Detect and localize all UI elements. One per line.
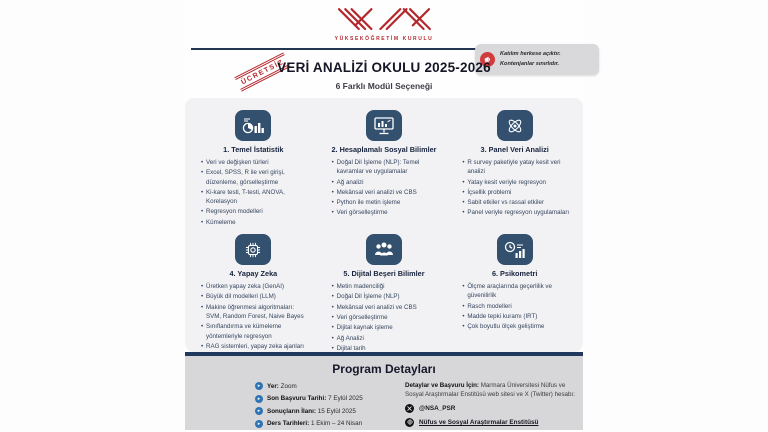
detail-label: Ders Tarihleri: bbox=[267, 420, 310, 427]
module-bullet: • Sabit etkiler vs rassal etkiler bbox=[462, 198, 572, 207]
module-bullet: • Excel, SPSS, R ile veri girişi, düzenleme, görselleştirme bbox=[201, 168, 311, 187]
notice-line-2: Kontenjanlar sınırlıdır. bbox=[500, 60, 560, 67]
ai-chip-icon bbox=[235, 234, 271, 265]
detail-value: 15 Eylül 2025 bbox=[317, 407, 356, 415]
module-card-2 bbox=[322, 106, 447, 230]
arrow-bullet-icon: ▸ bbox=[255, 407, 263, 415]
module-bullet: • Veri görselleştirme bbox=[332, 313, 442, 322]
module-bullet: • RAG sistemleri, yapay zeka ajanları bbox=[201, 342, 311, 351]
module-bullet-list bbox=[455, 158, 574, 218]
module-card-4 bbox=[191, 230, 316, 356]
contact-lead-label: Detaylar ve Başvuru İçin: bbox=[405, 382, 479, 389]
module-bullet: • Dijital kaynak işleme bbox=[332, 323, 442, 332]
detail-value: 1 Ekim – 24 Nisan bbox=[310, 420, 363, 427]
contact-lead bbox=[405, 382, 583, 400]
header bbox=[185, 5, 583, 42]
module-bullet: • Veri ve değişken türleri bbox=[201, 158, 311, 167]
contact-lead-text: Marmara Üniversitesi Nüfus ve Sosyal Araştırmalar Enstitüsü web sitesi ve X (Twitter) hesabı: bbox=[405, 382, 575, 398]
module-bullet: • Mekânsal veri analizi ve CBS bbox=[332, 188, 442, 197]
detail-value: Zoom bbox=[280, 382, 297, 390]
module-card-1 bbox=[191, 106, 316, 230]
free-stamp: ÜCRETSİZ bbox=[234, 52, 290, 91]
module-bullet: • Regresyon modelleri bbox=[201, 207, 311, 216]
module-bullet-list bbox=[325, 282, 444, 353]
website-link[interactable]: Nüfus ve Sosyal Araştırmalar Enstitüsü bbox=[419, 418, 539, 426]
module-bullet: • Çok boyutlu ölçek geliştirme bbox=[462, 322, 572, 331]
module-bullet: • Panel veriyle regresyon uygulamaları bbox=[462, 208, 572, 217]
module-card-6 bbox=[452, 230, 577, 356]
arrow-bullet-icon: ▸ bbox=[255, 420, 263, 428]
yok-logo-icon bbox=[330, 5, 438, 35]
detail-label: Sonuçların İlanı: bbox=[267, 407, 316, 415]
details-title: Program Detayları bbox=[332, 362, 436, 376]
module-bullet: • Mekânsal veri analizi ve CBS bbox=[332, 303, 442, 312]
module-bullet: • Madde tepki kuramı (IRT) bbox=[462, 312, 572, 321]
module-bullet: • Ölçme araçlarında geçerlilik ve güvenilirlik bbox=[462, 282, 572, 301]
module-bullet: • Doğal Dil İşleme (NLP) bbox=[332, 292, 442, 301]
module-bullet: • Dijital tarih bbox=[332, 344, 442, 353]
module-bullet: • Makine öğrenmesi algoritmaları: SVM, Random Forest, Naive Bayes bbox=[201, 303, 311, 322]
module-bullet: • R survey paketiyle yatay kesit veri analizi bbox=[462, 158, 572, 177]
module-bullet: • Ağ analizi bbox=[332, 178, 442, 187]
page-title: VERİ ANALİZİ OKULU 2025-2026 bbox=[277, 60, 491, 75]
module-title: 5. Dijital Beşeri Bilimler bbox=[343, 269, 425, 279]
module-bullet: • Kümeleme bbox=[201, 218, 311, 227]
module-title: 1. Temel İstatistik bbox=[223, 145, 284, 154]
people-group-icon bbox=[366, 234, 402, 265]
website-row[interactable] bbox=[405, 418, 583, 427]
modules-panel bbox=[185, 98, 583, 352]
module-bullet-list bbox=[194, 158, 313, 227]
module-bullet: • Sınıflandırma ve kümeleme yöntemleriyle regresyon bbox=[201, 322, 311, 341]
detail-row-location bbox=[255, 382, 405, 390]
module-title: 2. Hesaplamalı Sosyal Bilimler bbox=[331, 145, 437, 154]
atom-icon bbox=[497, 110, 533, 141]
x-account-row[interactable] bbox=[405, 404, 583, 413]
detail-row-results bbox=[255, 407, 405, 415]
globe-icon bbox=[405, 418, 414, 427]
poster bbox=[185, 0, 583, 432]
module-bullet: • Ki-kare testi, T-testi, ANOVA, Korelasyon bbox=[201, 188, 311, 207]
detail-label: Yer: bbox=[267, 382, 279, 390]
module-card-3 bbox=[452, 106, 577, 230]
module-bullet: • Doğal Dil İşleme (NLP): Temel kavramlar ve uygulamalar bbox=[332, 158, 442, 177]
detail-label: Son Başvuru Tarihi: bbox=[267, 395, 327, 402]
logo-caption: YÜKSEKÖĞRETİM KURULU bbox=[334, 36, 434, 42]
module-bullet-list bbox=[455, 282, 574, 331]
module-bullet: • Büyük dil modelleri (LLM) bbox=[201, 292, 311, 301]
clock-chart-icon bbox=[497, 234, 533, 265]
notice-line-1: Katılım herkese açıktır. bbox=[500, 51, 561, 57]
module-bullet: • Python ile metin işleme bbox=[332, 198, 442, 207]
module-bullet-list bbox=[194, 282, 313, 351]
detail-row-dates bbox=[255, 420, 405, 428]
computer-monitor-icon bbox=[366, 110, 402, 141]
module-bullet: • Rasch modelleri bbox=[462, 302, 572, 311]
detail-value: 7 Eylül 2025 bbox=[328, 395, 363, 402]
x-handle[interactable]: @NSA_PSR bbox=[419, 404, 456, 412]
module-title: 3. Panel Veri Analizi bbox=[480, 145, 549, 154]
module-title: 4. Yapay Zeka bbox=[229, 269, 278, 279]
header-divider bbox=[191, 48, 479, 50]
contact-block bbox=[405, 382, 583, 432]
module-bullet: • Metin madenciliği bbox=[332, 282, 442, 291]
module-card-5 bbox=[322, 230, 447, 356]
program-details-section bbox=[185, 356, 583, 430]
detail-row-deadline bbox=[255, 395, 405, 403]
module-bullet: • Üretken yapay zeka (GenAI) bbox=[201, 282, 311, 291]
x-twitter-icon bbox=[405, 404, 414, 413]
details-list bbox=[255, 382, 405, 432]
module-bullet: • İçsellik problemi bbox=[462, 188, 572, 197]
module-bullet: • Veri görselleştirme bbox=[332, 208, 442, 217]
module-bullet-list bbox=[325, 158, 444, 218]
page-subtitle: 6 Farklı Modül Seçeneği bbox=[335, 81, 433, 91]
module-title: 6. Psikometri bbox=[491, 269, 538, 279]
module-bullet: • Ağ Analizi bbox=[332, 334, 442, 343]
module-bullet: • Yatay kesit veriyle regresyon bbox=[462, 178, 572, 187]
statistics-chart-icon bbox=[235, 110, 271, 141]
arrow-bullet-icon: ▸ bbox=[255, 395, 263, 403]
arrow-bullet-icon: ▸ bbox=[255, 382, 263, 390]
